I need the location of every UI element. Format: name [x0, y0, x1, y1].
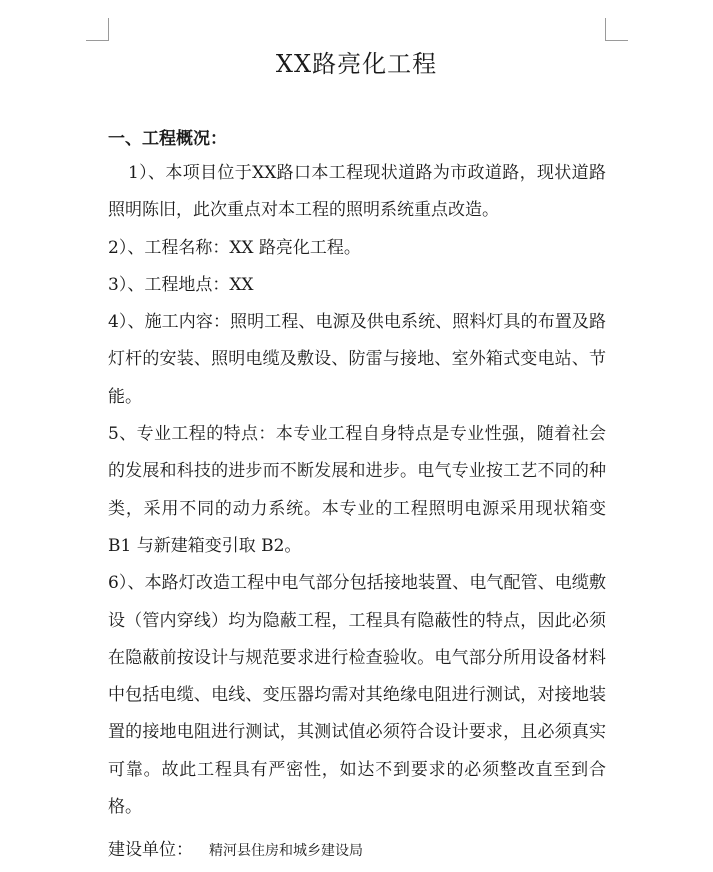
footer-label: 建设单位：: [108, 840, 193, 860]
paragraph-3: 3）、工程地点：XX: [108, 274, 254, 295]
section-heading: 一、工程概况：: [108, 129, 227, 149]
footer-line: [108, 835, 363, 860]
paragraph-1: 1）、本项目位于XX路口本工程现状道路为市政道路，现状道路照明陈旧，此次重点对本工程的照明系统重点改造。: [108, 163, 606, 221]
page-corner-mark-top-right: [605, 18, 628, 41]
paragraph-6: 6）、本路灯改造工程中电气部分包括接地装置、电气配管、电缆敷设（管内穿线）均为隐蔽工程，工程具有隐蔽性的特点，因此必须在隐蔽前按设计与规范要求进行检查验收。电气部分所用设备材料中包括电缆、电线、变压器均需对其绝缘电阻进行测试，对接地装置的接地电阻进行测试，其测试值必须符合设计要求，且必须真实可靠。故此工程具有严密性，如达不到要求的必须整改直至到合格。: [108, 573, 606, 818]
paragraph-5: 5、专业工程的特点：本专业工程自身特点是专业性强，随着社会的发展和科技的进步而不断发展和进步。电气专业按工艺不同的种类，采用不同的动力系统。本专业的工程照明电源采用现状箱变 B1 与新建箱变引取 B2。: [108, 424, 606, 556]
footer-value: 精河县住房和城乡建设局: [209, 843, 363, 859]
page-corner-mark-top-left: [86, 18, 109, 41]
document-body: [108, 155, 606, 826]
paragraph-4: 4）、施工内容：照明工程、电源及供电系统、照料灯具的布置及路灯杆的安装、照明电缆及敷设、防雷与接地、室外箱式变电站、节能。: [108, 312, 606, 407]
paragraph-2: 2）、工程名称：XX 路亮化工程。: [108, 237, 361, 258]
document-title: XX路亮化工程: [275, 50, 438, 78]
